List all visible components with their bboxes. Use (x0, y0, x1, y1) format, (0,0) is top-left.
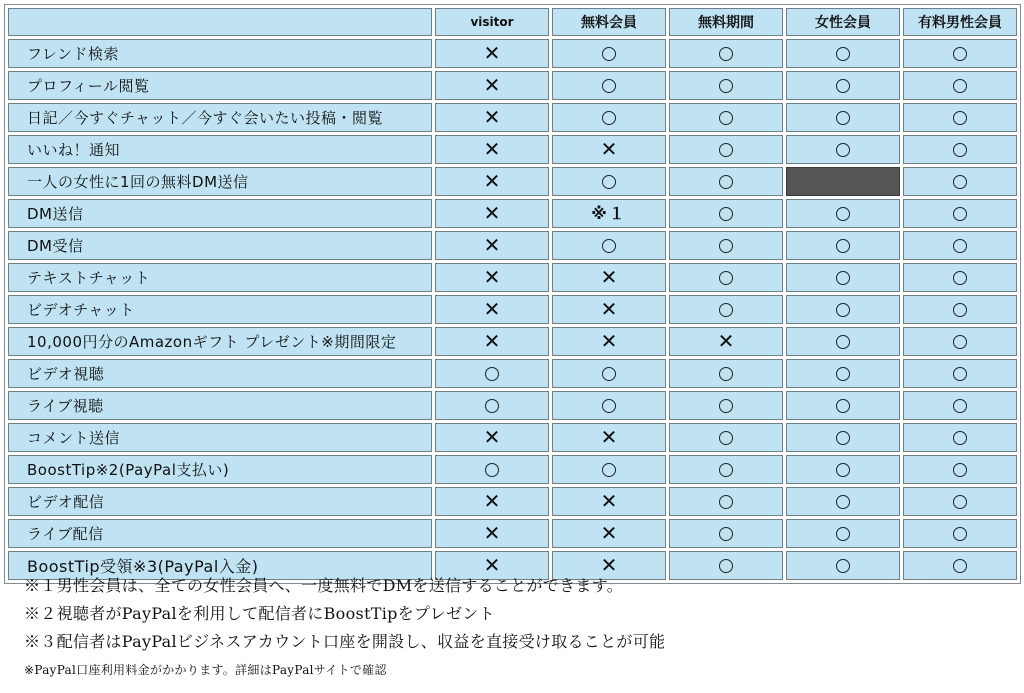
header-free-member: 無料会員 (552, 8, 666, 36)
circle-mark-icon (953, 111, 967, 125)
feature-label: ビデオ視聴 (8, 359, 432, 388)
availability-cell (786, 455, 900, 484)
availability-cell (435, 359, 549, 388)
cross-mark-icon: ✕ (483, 201, 501, 225)
availability-cell (552, 519, 666, 548)
cross-mark-icon: ✕ (483, 265, 501, 289)
feature-label: ライブ配信 (8, 519, 432, 548)
table-row (8, 519, 1017, 548)
availability-cell (669, 167, 783, 196)
circle-mark-icon (836, 239, 850, 253)
availability-cell (786, 71, 900, 100)
footnote-3: ※３配信者はPayPalビジネスアカウント口座を開設し、収益を直接受け取ることが可能 (24, 632, 666, 651)
table-row (8, 391, 1017, 420)
availability-cell (903, 327, 1017, 356)
availability-cell (669, 39, 783, 68)
feature-label: DM送信 (8, 199, 432, 228)
availability-cell (552, 391, 666, 420)
availability-cell (786, 103, 900, 132)
cross-mark-icon: ✕ (600, 489, 618, 513)
circle-mark-icon (953, 335, 967, 349)
availability-cell (786, 423, 900, 452)
circle-mark-icon (953, 175, 967, 189)
feature-label: BoostTip※2(PayPal支払い) (8, 455, 432, 484)
cross-mark-icon: ✕ (483, 329, 501, 353)
footnote-1: ※１男性会員は、全ての女性会員へ、一度無料でDMを送信することができます。 (24, 576, 624, 595)
circle-mark-icon (836, 303, 850, 317)
availability-cell (435, 295, 549, 324)
availability-cell (435, 103, 549, 132)
not-applicable-cell (786, 167, 900, 196)
circle-mark-icon (953, 431, 967, 445)
circle-mark-icon (719, 495, 733, 509)
availability-cell (903, 199, 1017, 228)
availability-cell (786, 327, 900, 356)
feature-comparison-container (4, 4, 1021, 577)
circle-mark-icon (836, 463, 850, 477)
feature-label: いいね！通知 (8, 135, 432, 164)
circle-mark-icon (485, 399, 499, 413)
feature-label: 10,000円分のAmazonギフト プレゼント※期間限定 (8, 327, 432, 356)
availability-cell (552, 103, 666, 132)
cross-mark-icon: ✕ (483, 233, 501, 257)
availability-cell (552, 423, 666, 452)
feature-comparison-table (4, 4, 1021, 584)
header-paid-male-member: 有料男性会員 (903, 8, 1017, 36)
availability-cell (903, 135, 1017, 164)
circle-mark-icon (719, 239, 733, 253)
circle-mark-icon (836, 143, 850, 157)
circle-mark-icon (953, 559, 967, 573)
availability-cell (552, 199, 666, 228)
availability-cell (669, 551, 783, 580)
table-row (8, 199, 1017, 228)
circle-mark-icon (953, 303, 967, 317)
circle-mark-icon (719, 175, 733, 189)
availability-cell (669, 391, 783, 420)
table-row (8, 39, 1017, 68)
cross-mark-icon: ✕ (483, 553, 501, 577)
availability-cell (669, 103, 783, 132)
availability-cell (669, 231, 783, 260)
availability-cell (552, 135, 666, 164)
availability-cell (903, 519, 1017, 548)
cross-mark-icon: ✕ (717, 329, 735, 353)
availability-cell (786, 487, 900, 516)
circle-mark-icon (602, 463, 616, 477)
circle-mark-icon (602, 111, 616, 125)
circle-mark-icon (953, 463, 967, 477)
availability-cell (552, 263, 666, 292)
availability-cell (786, 391, 900, 420)
availability-cell (903, 167, 1017, 196)
circle-mark-icon (719, 143, 733, 157)
feature-label: DM受信 (8, 231, 432, 260)
circle-mark-icon (719, 47, 733, 61)
feature-rows (8, 39, 1017, 580)
availability-cell (903, 263, 1017, 292)
feature-label: 日記／今すぐチャット／今すぐ会いたい投稿・閲覧 (8, 103, 432, 132)
availability-cell (669, 455, 783, 484)
availability-cell (669, 519, 783, 548)
table-row (8, 487, 1017, 516)
availability-cell (903, 487, 1017, 516)
table-row (8, 455, 1017, 484)
circle-mark-icon (953, 527, 967, 541)
circle-mark-icon (836, 527, 850, 541)
availability-cell (669, 487, 783, 516)
availability-cell (903, 455, 1017, 484)
table-row (8, 103, 1017, 132)
circle-mark-icon (953, 207, 967, 221)
cross-mark-icon: ✕ (483, 425, 501, 449)
circle-mark-icon (602, 367, 616, 381)
availability-cell (786, 263, 900, 292)
circle-mark-icon (719, 111, 733, 125)
circle-mark-icon (836, 367, 850, 381)
cross-mark-icon: ✕ (483, 73, 501, 97)
availability-cell (903, 551, 1017, 580)
availability-cell (552, 231, 666, 260)
cross-mark-icon: ✕ (600, 329, 618, 353)
availability-cell (903, 71, 1017, 100)
availability-cell (552, 487, 666, 516)
circle-mark-icon (602, 79, 616, 93)
table-row (8, 359, 1017, 388)
table-row (8, 263, 1017, 292)
availability-cell (435, 231, 549, 260)
circle-mark-icon (836, 111, 850, 125)
availability-cell (435, 423, 549, 452)
availability-cell (669, 71, 783, 100)
circle-mark-icon (719, 527, 733, 541)
circle-mark-icon (485, 463, 499, 477)
cross-mark-icon: ✕ (600, 297, 618, 321)
availability-cell (552, 359, 666, 388)
cross-mark-icon: ✕ (483, 41, 501, 65)
availability-cell (903, 391, 1017, 420)
availability-cell (903, 423, 1017, 452)
cross-mark-icon: ✕ (483, 521, 501, 545)
cross-mark-icon: ✕ (483, 169, 501, 193)
availability-cell (669, 327, 783, 356)
feature-label: コメント送信 (8, 423, 432, 452)
availability-cell (669, 199, 783, 228)
circle-mark-icon (602, 399, 616, 413)
availability-cell (435, 263, 549, 292)
availability-cell (552, 39, 666, 68)
availability-cell (435, 327, 549, 356)
circle-mark-icon (602, 239, 616, 253)
circle-mark-icon (953, 495, 967, 509)
circle-mark-icon (719, 399, 733, 413)
availability-cell (903, 103, 1017, 132)
circle-mark-icon (719, 207, 733, 221)
availability-cell (435, 455, 549, 484)
circle-mark-icon (719, 431, 733, 445)
note-reference: ※１ (591, 203, 627, 223)
feature-label: ビデオチャット (8, 295, 432, 324)
circle-mark-icon (719, 463, 733, 477)
circle-mark-icon (953, 79, 967, 93)
availability-cell (552, 327, 666, 356)
availability-cell (786, 551, 900, 580)
circle-mark-icon (719, 367, 733, 381)
circle-mark-icon (953, 367, 967, 381)
circle-mark-icon (953, 239, 967, 253)
availability-cell (435, 391, 549, 420)
footnote-2: ※２視聴者がPayPalを利用して配信者にBoostTipをプレゼント (24, 604, 495, 623)
availability-cell (786, 199, 900, 228)
availability-cell (435, 487, 549, 516)
availability-cell (786, 359, 900, 388)
header-row (8, 8, 1017, 36)
circle-mark-icon (836, 399, 850, 413)
availability-cell (669, 295, 783, 324)
circle-mark-icon (953, 47, 967, 61)
availability-cell (552, 295, 666, 324)
circle-mark-icon (953, 143, 967, 157)
header-female-member: 女性会員 (786, 8, 900, 36)
availability-cell (669, 359, 783, 388)
header-visitor: visitor (435, 8, 549, 36)
availability-cell (552, 455, 666, 484)
feature-label: テキストチャット (8, 263, 432, 292)
circle-mark-icon (836, 271, 850, 285)
circle-mark-icon (836, 335, 850, 349)
circle-mark-icon (719, 271, 733, 285)
feature-label: BoostTip受領※3(PayPal入金) (8, 551, 432, 580)
availability-cell (669, 423, 783, 452)
circle-mark-icon (602, 175, 616, 189)
cross-mark-icon: ✕ (483, 489, 501, 513)
availability-cell (903, 39, 1017, 68)
circle-mark-icon (836, 431, 850, 445)
table-row (8, 423, 1017, 452)
availability-cell (552, 167, 666, 196)
table-row (8, 71, 1017, 100)
circle-mark-icon (602, 47, 616, 61)
availability-cell (435, 519, 549, 548)
circle-mark-icon (953, 399, 967, 413)
circle-mark-icon (836, 47, 850, 61)
circle-mark-icon (719, 559, 733, 573)
cross-mark-icon: ✕ (483, 105, 501, 129)
circle-mark-icon (953, 271, 967, 285)
footnote-paypal-fee: ※PayPal口座利用料金がかかります。詳細はPayPalサイトで確認 (24, 663, 387, 677)
feature-label: プロフィール閲覧 (8, 71, 432, 100)
availability-cell (786, 39, 900, 68)
availability-cell (435, 71, 549, 100)
header-corner-cell (8, 8, 432, 36)
circle-mark-icon (485, 367, 499, 381)
availability-cell (786, 231, 900, 260)
cross-mark-icon: ✕ (600, 137, 618, 161)
table-row (8, 327, 1017, 356)
cross-mark-icon: ✕ (600, 553, 618, 577)
circle-mark-icon (836, 79, 850, 93)
availability-cell (786, 295, 900, 324)
availability-cell (435, 135, 549, 164)
circle-mark-icon (836, 495, 850, 509)
availability-cell (903, 295, 1017, 324)
availability-cell (669, 135, 783, 164)
circle-mark-icon (719, 303, 733, 317)
availability-cell (786, 519, 900, 548)
circle-mark-icon (836, 559, 850, 573)
table-row (8, 295, 1017, 324)
cross-mark-icon: ✕ (483, 137, 501, 161)
cross-mark-icon: ✕ (483, 297, 501, 321)
availability-cell (552, 71, 666, 100)
cross-mark-icon: ✕ (600, 265, 618, 289)
feature-label: ビデオ配信 (8, 487, 432, 516)
footnotes (24, 572, 665, 682)
table-row (8, 167, 1017, 196)
circle-mark-icon (719, 79, 733, 93)
availability-cell (435, 199, 549, 228)
feature-label: ライブ視聴 (8, 391, 432, 420)
availability-cell (903, 359, 1017, 388)
availability-cell (435, 39, 549, 68)
cross-mark-icon: ✕ (600, 521, 618, 545)
cross-mark-icon: ✕ (600, 425, 618, 449)
availability-cell (903, 231, 1017, 260)
feature-label: フレンド検索 (8, 39, 432, 68)
table-row (8, 135, 1017, 164)
header-free-period: 無料期間 (669, 8, 783, 36)
availability-cell (786, 135, 900, 164)
availability-cell (435, 167, 549, 196)
availability-cell (669, 263, 783, 292)
table-row (8, 231, 1017, 260)
circle-mark-icon (836, 207, 850, 221)
feature-label: 一人の女性に1回の無料DM送信 (8, 167, 432, 196)
